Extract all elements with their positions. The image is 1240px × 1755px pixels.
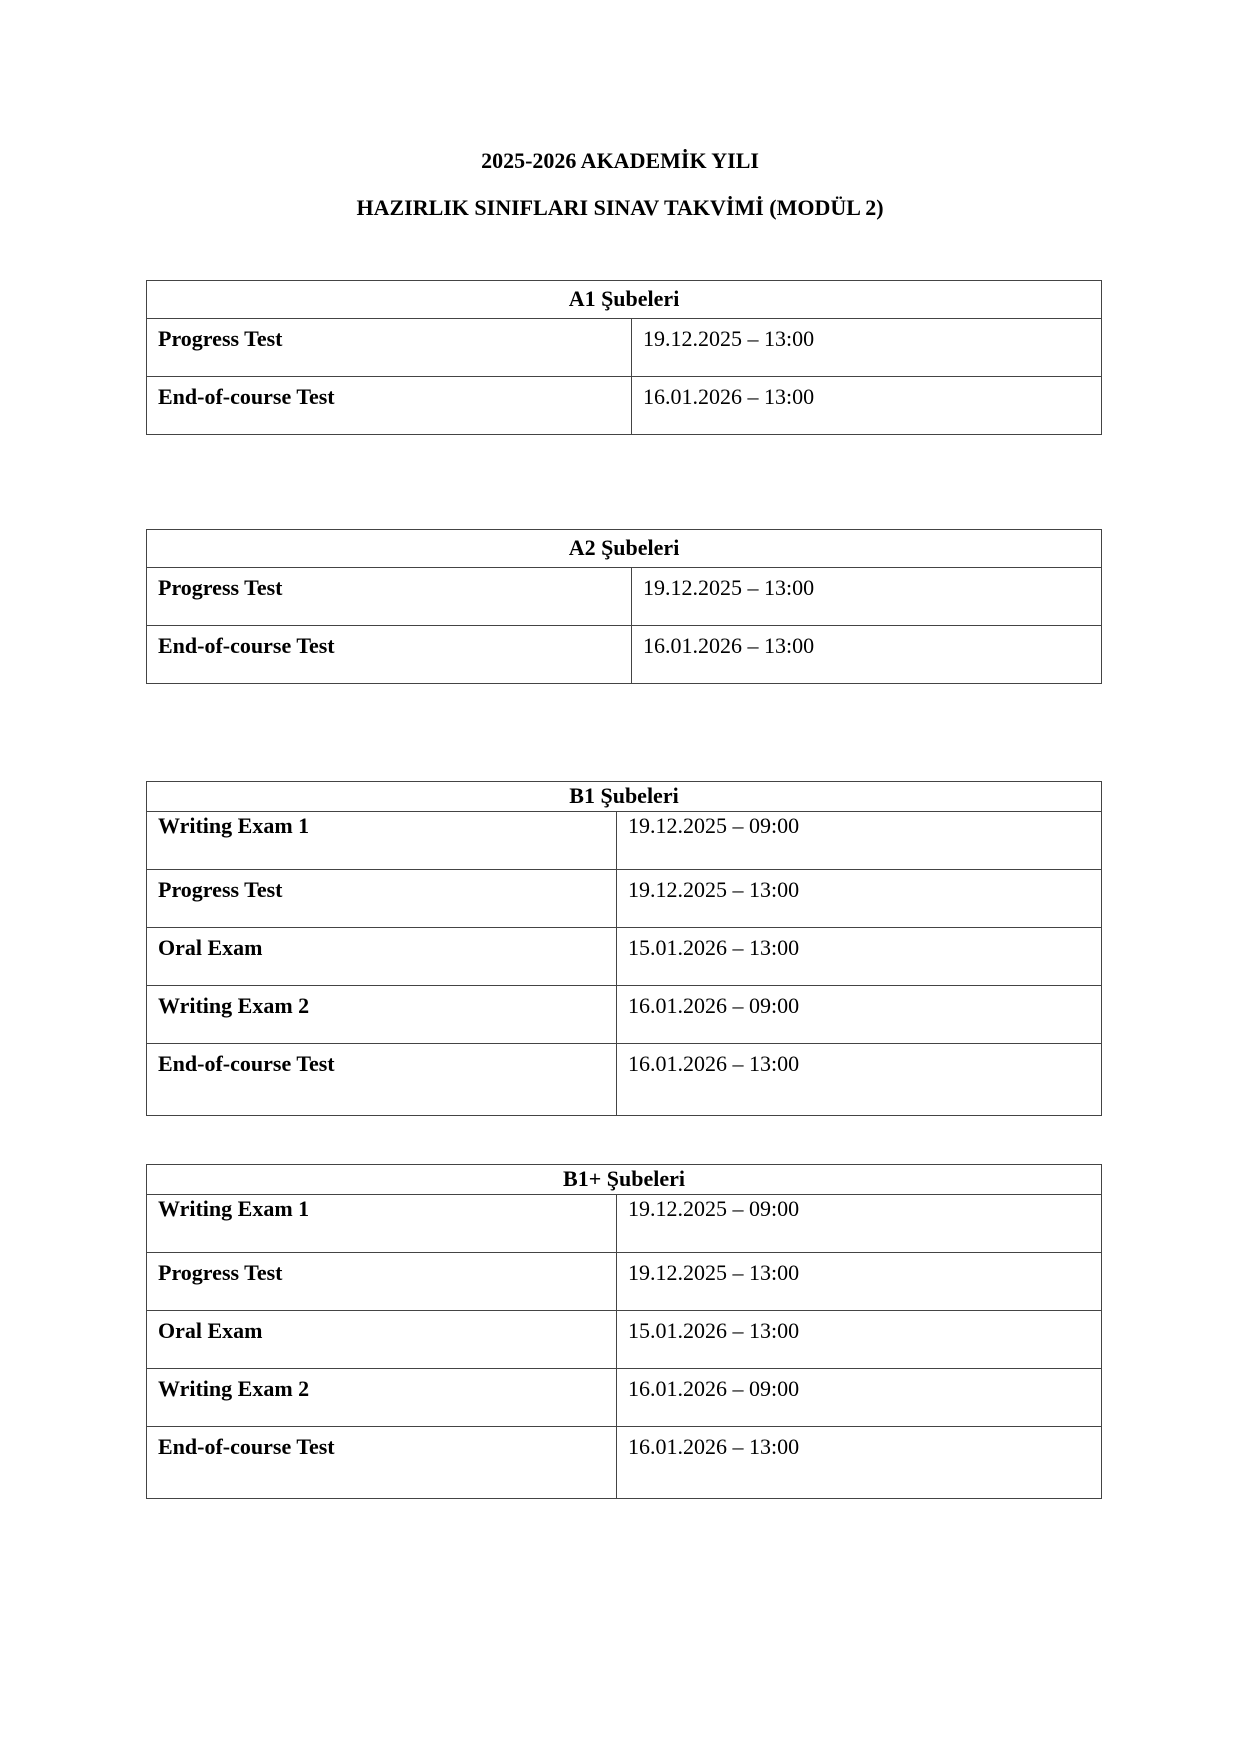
exam-datetime: 16.01.2026 – 13:00 [617,1427,1102,1499]
section-header: B1 Şubeleri [147,782,1102,812]
exam-datetime: 16.01.2026 – 13:00 [632,626,1102,684]
section-header: B1+ Şubeleri [147,1165,1102,1195]
schedule-table-a2 [146,529,1102,684]
section-header: A2 Şubeleri [147,530,1102,568]
exam-name: Progress Test [147,870,617,928]
exam-name: End-of-course Test [147,1044,617,1116]
table-header-row [147,530,1102,568]
exam-name: Writing Exam 2 [147,986,617,1044]
exam-datetime: 19.12.2025 – 09:00 [617,1195,1102,1253]
table-row [147,986,1102,1044]
exam-name: Progress Test [147,568,632,626]
schedule-table-b1-plus [146,1164,1102,1499]
exam-datetime: 19.12.2025 – 13:00 [632,568,1102,626]
table-row [147,812,1102,870]
exam-datetime: 19.12.2025 – 13:00 [632,319,1102,377]
table-row [147,626,1102,684]
exam-datetime: 16.01.2026 – 09:00 [617,986,1102,1044]
table-header-row [147,1165,1102,1195]
document-title-year: 2025-2026 AKADEMİK YILI [481,148,759,173]
table-row [147,870,1102,928]
table-row [147,1044,1102,1116]
exam-name: End-of-course Test [147,1427,617,1499]
table-row [147,928,1102,986]
table-row [147,377,1102,435]
table-row [147,1253,1102,1311]
schedule-table-a1 [146,280,1102,435]
exam-datetime: 15.01.2026 – 13:00 [617,1311,1102,1369]
exam-name: Oral Exam [147,1311,617,1369]
exam-datetime: 16.01.2026 – 13:00 [617,1044,1102,1116]
exam-name: Progress Test [147,1253,617,1311]
exam-datetime: 19.12.2025 – 13:00 [617,1253,1102,1311]
exam-name: Writing Exam 2 [147,1369,617,1427]
exam-name: End-of-course Test [147,626,632,684]
table-row [147,1195,1102,1253]
table-header-row [147,782,1102,812]
table-row [147,319,1102,377]
exam-name: Writing Exam 1 [147,812,617,870]
exam-name: Oral Exam [147,928,617,986]
exam-datetime: 19.12.2025 – 13:00 [617,870,1102,928]
exam-datetime: 16.01.2026 – 13:00 [632,377,1102,435]
exam-name: Progress Test [147,319,632,377]
exam-datetime: 16.01.2026 – 09:00 [617,1369,1102,1427]
exam-name: Writing Exam 1 [147,1195,617,1253]
section-header: A1 Şubeleri [147,281,1102,319]
table-header-row [147,281,1102,319]
exam-datetime: 19.12.2025 – 09:00 [617,812,1102,870]
schedule-table-b1 [146,781,1102,1116]
exam-name: End-of-course Test [147,377,632,435]
table-row [147,1427,1102,1499]
document-title-schedule: HAZIRLIK SINIFLARI SINAV TAKVİMİ (MODÜL 2) [356,195,884,220]
table-row [147,1369,1102,1427]
exam-datetime: 15.01.2026 – 13:00 [617,928,1102,986]
table-row [147,568,1102,626]
table-row [147,1311,1102,1369]
